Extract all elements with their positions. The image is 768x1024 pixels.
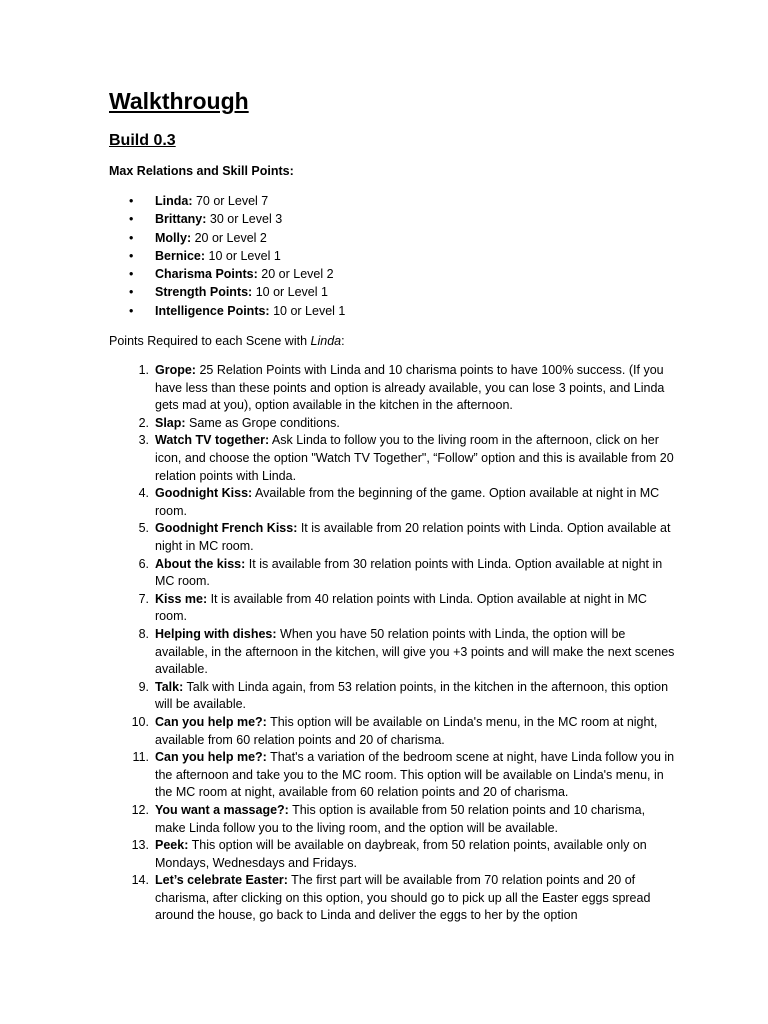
scene-number: 11. xyxy=(132,750,149,765)
item-value: 10 or Level 1 xyxy=(252,285,328,300)
points-heading-text: Points Required to each Scene with xyxy=(109,334,311,349)
max-relations-item xyxy=(109,302,678,320)
page-title: Walkthrough xyxy=(109,88,249,114)
bullet-icon: • xyxy=(129,267,134,282)
scene-number: 5. xyxy=(138,521,149,536)
points-heading-colon: : xyxy=(341,334,345,349)
scene-number: 2. xyxy=(138,415,149,430)
max-relations-heading: Max Relations and Skill Points: xyxy=(109,164,294,178)
scene-item xyxy=(109,714,678,749)
scene-label: Kiss me: xyxy=(155,591,208,606)
scene-label: Peek: xyxy=(155,838,189,853)
points-heading-name: Linda xyxy=(310,334,342,349)
scene-label: You want a massage?: xyxy=(155,802,289,817)
scene-label: Watch TV together: xyxy=(155,433,270,448)
scene-text: Talk with Linda again, from 53 relation points, in the kitchen in the afternoon, this option will be available. xyxy=(155,679,669,712)
scene-item xyxy=(109,872,678,925)
item-label: Molly: xyxy=(155,230,192,245)
scene-label: Talk: xyxy=(155,679,184,694)
scene-text: When you have 50 relation points with Linda, the option will be available, in the afternoon in the kitchen, will give you +3 points and will make the next scenes available. xyxy=(155,626,675,677)
scene-item xyxy=(109,520,678,555)
build-heading: Build 0.3 xyxy=(109,132,176,149)
max-relations-item xyxy=(109,210,678,228)
scene-number: 9. xyxy=(138,679,149,694)
item-value: 70 or Level 7 xyxy=(192,194,269,208)
scene-label: Slap: xyxy=(155,415,186,430)
scene-number: 12. xyxy=(131,802,149,817)
scene-number: 4. xyxy=(138,486,149,501)
scene-text: That's a variation of the bedroom scene at night, have Linda follow you in the afternoon and take you to the MC room. This option will be available on Linda's menu, in the MC room at night, available from 60 relation points and 20 of charisma. xyxy=(155,750,675,800)
scene-label: Can you help me?: xyxy=(155,714,267,729)
scene-item xyxy=(109,432,678,485)
scene-text: It is available from 40 relation points with Linda. Option available at night in MC room. xyxy=(155,591,647,624)
item-label: Charisma Points: xyxy=(155,267,258,282)
item-label: Bernice: xyxy=(155,248,206,263)
scene-number: 1. xyxy=(138,363,149,378)
scene-item xyxy=(109,749,678,802)
points-heading xyxy=(109,332,678,350)
bullet-icon: • xyxy=(129,285,134,300)
scene-label: About the kiss: xyxy=(155,556,246,571)
item-label: Strength Points: xyxy=(155,285,253,300)
scene-text: This option will be available on daybreak, from 50 relation points, available only on Mondays, Wednesdays and Fridays. xyxy=(155,838,647,870)
scene-number: 6. xyxy=(138,556,149,571)
scene-item xyxy=(109,626,678,679)
scene-number: 10. xyxy=(131,714,149,729)
scene-number: 7. xyxy=(138,591,149,606)
scene-text: It is available from 20 relation points with Linda. Option available at night in MC room. xyxy=(155,521,671,554)
item-value: 20 or Level 2 xyxy=(257,267,334,282)
item-label: Brittany: xyxy=(155,212,207,227)
scene-label: Let’s celebrate Easter: xyxy=(155,873,288,888)
scene-label: Goodnight French Kiss: xyxy=(155,521,298,536)
max-relations-item xyxy=(109,192,678,210)
scene-text: 25 Relation Points with Linda and 10 charisma points to have 100% success. (If you have less than these points and option is already available, you can lose 3 points, and Linda gets mad at you), option available in the kitchen in the afternoon. xyxy=(155,363,665,413)
item-label: Linda: xyxy=(155,194,193,208)
max-relations-item xyxy=(109,265,678,283)
scene-text: This option will be available on Linda's menu, in the MC room at night, available from 60 relation points and 20 of charisma. xyxy=(155,714,658,747)
bullet-icon: • xyxy=(129,303,134,318)
scene-text: The first part will be available from 70 relation points and 20 of charisma, after clicking on this option, you should go to pick up all the Easter eggs spread around the house, go back to Linda and deliver the eggs to her by the option xyxy=(155,873,651,923)
scene-item xyxy=(109,591,678,626)
max-relations-list xyxy=(109,192,678,320)
max-relations-item xyxy=(109,247,678,265)
item-label: Intelligence Points: xyxy=(155,303,270,318)
scene-item xyxy=(109,556,678,591)
scene-text: Same as Grope conditions. xyxy=(185,415,340,430)
scene-number: 13. xyxy=(131,838,149,853)
scene-text: Ask Linda to follow you to the living room in the afternoon, click on her icon, and choose the option "Watch TV Together", “Follow” option and this is available from 20 relation points with Linda. xyxy=(155,433,674,483)
bullet-icon: • xyxy=(129,212,134,227)
scene-item xyxy=(109,485,678,520)
scene-number: 8. xyxy=(138,626,149,641)
scene-item xyxy=(109,362,678,415)
scene-number: 3. xyxy=(138,433,149,448)
scene-text: It is available from 30 relation points with Linda. Option available at night in MC room. xyxy=(155,556,663,589)
scene-item xyxy=(109,802,678,837)
item-value: 10 or Level 1 xyxy=(269,303,346,318)
bullet-icon: • xyxy=(129,248,134,263)
scene-text: This option is available from 50 relation points and 10 charisma, make Linda follow you to the living room, and the option will be available. xyxy=(155,802,646,835)
scene-label: Can you help me?: xyxy=(155,750,267,765)
scene-item xyxy=(109,679,678,714)
bullet-icon: • xyxy=(129,194,134,208)
scene-list xyxy=(109,362,678,925)
bullet-icon: • xyxy=(129,230,134,245)
max-relations-item xyxy=(109,229,678,247)
item-value: 10 or Level 1 xyxy=(205,248,281,263)
scene-number: 14. xyxy=(131,873,149,888)
scene-text: Available from the beginning of the game. Option available at night in MC room. xyxy=(155,486,660,518)
scene-label: Helping with dishes: xyxy=(155,626,277,641)
scene-item xyxy=(109,837,678,872)
scene-item xyxy=(109,415,678,433)
scene-label: Grope: xyxy=(155,363,196,378)
max-relations-item xyxy=(109,283,678,301)
item-value: 30 or Level 3 xyxy=(206,212,283,227)
item-value: 20 or Level 2 xyxy=(191,230,267,245)
scene-label: Goodnight Kiss: xyxy=(155,486,253,501)
